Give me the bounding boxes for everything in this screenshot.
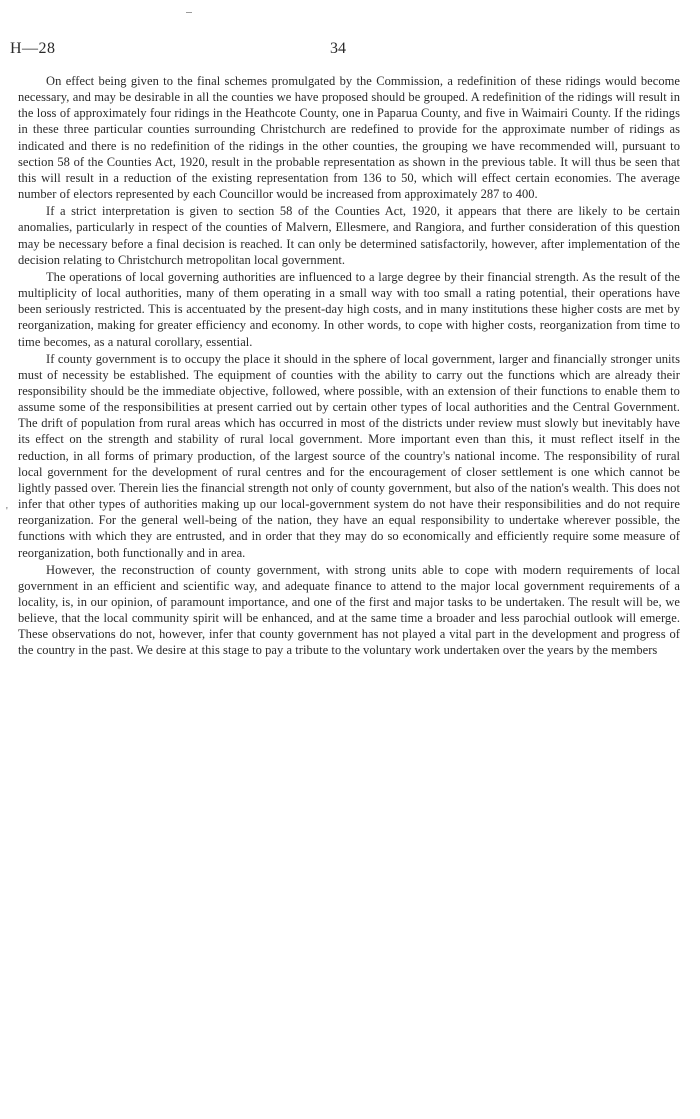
- paragraph: The operations of local governing authorities are influenced to a large degree by their financial strength. As the result of the multiplicity of local authorities, many of them operating in a small way with too small a rating potential, their operations have been seriously restricted. This is accentuated by the present-day high costs, and in many institutions these higher costs are met by reorganization, making for greater efficiency and economy. In other words, to cope with higher costs, reorganization from time to time becomes, as a natural corollary, essential.: [18, 269, 680, 349]
- page-number: 34: [330, 40, 346, 57]
- margin-mark: ': [6, 506, 8, 517]
- paragraph: On effect being given to the final schemes promulgated by the Commission, a redefinition of these ridings would become necessary, and may be desirable in all the counties we have proposed should be grouped. A redefinition of the ridings will result in the loss of approximately four ridings in the Heathcote County, one in Paparua County, and five in Waimairi County. If the ridings in these three particular counties surrounding Christchurch are redefined to provide for the approximate number of ridings as indicated and there is no redefinition of the ridings in the other counties, the grouping we have recommended will, pursuant to section 58 of the Counties Act, 1920, result in the probable representation as shown in the previous table. It will thus be seen that this will result in a reduction of the existing representation from 136 to 50, which will effect certain economies. The average number of electors represented by each Councillor would be increased from approximately 287 to 400.: [18, 74, 680, 202]
- paragraph: However, the reconstruction of county government, with strong units able to cope with modern requirements of local government in an efficient and scientific way, and adequate finance to attend to the major local government requirements of a locality, is, in our opinion, of paramount importance, and one of the first and major tasks to be undertaken. The result will be, we believe, that the local community spirit will be enhanced, and at the same time a broader and less parochial outlook will emerge. These observations do not, however, infer that county government has not played a vital part in the development and progress of the country in the past. We desire at this stage to pay a tribute to the voluntary work undertaken over the years by the members: [18, 562, 680, 658]
- body-text: [18, 73, 680, 660]
- paragraph: If county government is to occupy the place it should in the sphere of local government, larger and financially stronger units must of necessity be established. The equipment of counties with the ability to carry out the functions which are already their responsibility should be the immediate objective, followed, where possible, with an extension of their functions to enable them to assume some of the responsibilities at present carried out by certain other types of local authorities and the Central Government. The drift of population from rural areas which has occurred in most of the districts under review must slowly but inevitably have its effect on the strength and stability of rural local government. More important even than this, it must reflect itself in the reduction, in all forms of primary production, of the largest source of the country's national income. The responsibility of rural local government for the development of rural centres and for the encouragement of closer settlement is one which cannot be lightly passed over. Therein lies the financial strength not only of county government, but also of the nation's wealth. This does not infer that other types of authorities making up our local-government system do not have their responsibilities and do not require reorganization. For the general well-being of the nation, they have an equal responsibility to undertake wherever possible, the functions with which they are entrusted, and in order that they may do so economically and efficiently require some measure of reorganization, both functionally and in area.: [18, 351, 680, 560]
- document-reference: H—28: [10, 40, 56, 57]
- page-header: [0, 40, 700, 62]
- scan-mark: [186, 12, 192, 13]
- paragraph: If a strict interpretation is given to section 58 of the Counties Act, 1920, it appears that there are likely to be certain anomalies, particularly in respect of the counties of Malvern, Ellesmere, and Rangiora, and further consideration of this question may be necessary before a final decision is reached. It can only be determined satisfactorily, however, after implementation of the decision relating to Christchurch metropolitan local government.: [18, 204, 680, 267]
